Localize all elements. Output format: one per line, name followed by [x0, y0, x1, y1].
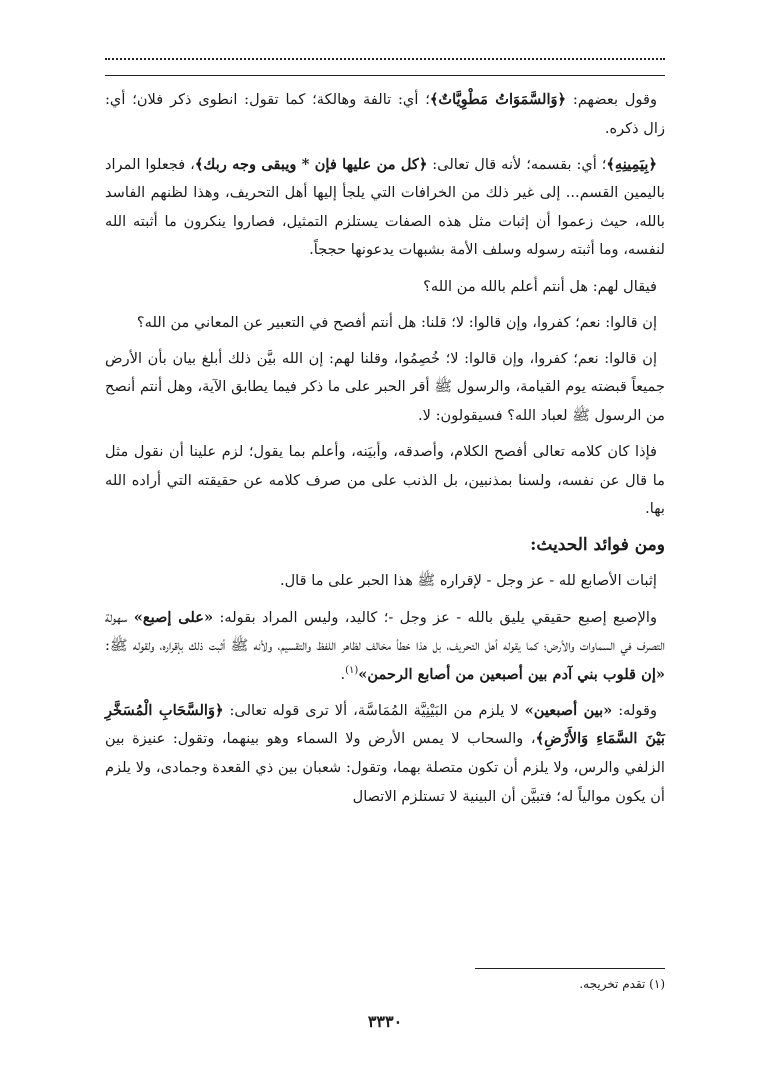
text-run: والإصبع إصبع حقيقي يليق بالله - عز وجل -؛ كاليد، وليس المراد بقوله: — [213, 608, 657, 626]
paragraph — [105, 309, 665, 338]
quoted-text: «على إصبع» — [133, 608, 214, 626]
text-run: إن قالوا: نعم؛ كفروا، وإن قالوا: لا؛ قلنا: هل أنتم أفصح في التعبير عن المعاني من الله؟ — [136, 313, 657, 331]
footnote: (١) تقدم تخريجه. — [579, 977, 665, 991]
footnote-marker: (١) — [345, 664, 359, 676]
quoted-text: ﴿وَالسَّمَوَاتُ مَطْوِيَّاتٌ﴾ — [429, 91, 567, 108]
main-text — [105, 86, 665, 819]
quoted-text: ﴿كل من عليها فإن * ويبقى وجه ربك﴾ — [194, 155, 428, 173]
text-run: فإذا كان كلامه تعالى أفصح الكلام، وأصدقه، وأبيَنه، وأعلم بما يقول؛ لزم علينا أن نقول مثل ما قال عن نفسه، ولسنا بمذنبين، بل الذنب على من صرف كلامه عن حقيقته التي أراده الله بها. — [105, 443, 665, 518]
quoted-text: «بين أصبعين» — [524, 701, 613, 719]
paragraph — [105, 151, 665, 265]
text-run: سهولة التصرف في السماوات والأرض؛ كما يقوله أهل التحريف، بل هذا خطأ مخالف لظاهر اللفظ والتقسيم، ولأنه ﷺ أثبت ذلك بإقراره، ولقوله ﷺ: — [105, 608, 665, 655]
paragraph — [105, 697, 665, 811]
quoted-text: «إن قلوب بني آدم بين أصبعين من أصابع الرحمن» — [358, 665, 665, 683]
footnote-rule — [475, 968, 665, 969]
header-solid-rule — [105, 75, 665, 76]
text-run: ، فجعلوا المراد باليمين القسم... إلى غير ذلك من الخرافات التي يلجأ إليها أهل التحريف، وهذا لظنهم الفاسد بالله، حيث زعموا أن إثبات مثل هذه الصفات يستلزم التمثيل، فصاروا ينكرون ما أثبته الله لنفسه، وما أثبته رسوله وسلف الأمة بشبهات يدعونها حججاً. — [105, 155, 665, 259]
paragraph — [105, 86, 665, 143]
text-run: إن قالوا: نعم؛ كفروا، وإن قالوا: لا؛ خُصِمُوا، وقلنا لهم: إن الله بيَّن ذلك أبلغ بيان بأن الأرض جميعاً قبضته يوم القيامة، والرسول ﷺ أقر الحبر على ما ذكر فيما يطابق الآية، وهل أنتم أنصح من الرسول ﷺ لعباد الله؟ فسيقولون: لا. — [105, 349, 665, 424]
paragraph — [105, 345, 665, 431]
text-run: وقول بعضهم: — [566, 91, 658, 108]
paragraph — [105, 567, 665, 596]
paragraph — [105, 273, 665, 302]
section-heading — [105, 531, 665, 560]
quoted-text: ﴿بِيَمِينِهِ﴾ — [606, 155, 657, 173]
quoted-text: ﴿وَالسَّحَابِ الْمُسَخَّرِ بَيْنَ السَّمَاءِ وَالأَرْضِ﴾ — [105, 701, 665, 748]
text-run: إثبات الأصابع لله - عز وجل - لإقراره ﷺ هذا الحبر على ما قال. — [279, 572, 657, 590]
page-number: ٣٣٣٠ — [367, 1012, 403, 1031]
text-run: ، والسحاب لا يمس الأرض ولا السماء وهو بينهما، وتقول: عنيزة بين الزلفي والرس، ولا يلزم أن تكون متصلة بهما، وتقول: شعبان بين ذي القعدة وجمادى، ولا يلزم أن يكون موالياً له؛ فتبيَّن أن البينية لا تستلزم الاتصال — [105, 730, 665, 805]
text-run: وقوله: — [612, 701, 657, 719]
quoted-text: ومن فوائد الحديث: — [530, 535, 665, 556]
paragraph — [105, 604, 665, 690]
text-run: لا يلزم من البَيْنِيَّة المُمَاسَّة، ألا ترى قوله تعالى: — [223, 701, 525, 719]
header-dotted-rule — [105, 58, 665, 60]
text-run: فيقال لهم: هل أنتم أعلم بالله من الله؟ — [423, 277, 657, 295]
text-run: ؛ أي: بقسمه؛ لأنه قال تعالى: — [427, 155, 607, 173]
text-run: . — [340, 665, 346, 683]
paragraph — [105, 438, 665, 524]
book-page — [105, 44, 665, 1044]
text-run: ؛ أي: تالفة وهالكة؛ كما تقول: انطوى ذكر فلان؛ أي: زال ذكره. — [105, 91, 665, 137]
